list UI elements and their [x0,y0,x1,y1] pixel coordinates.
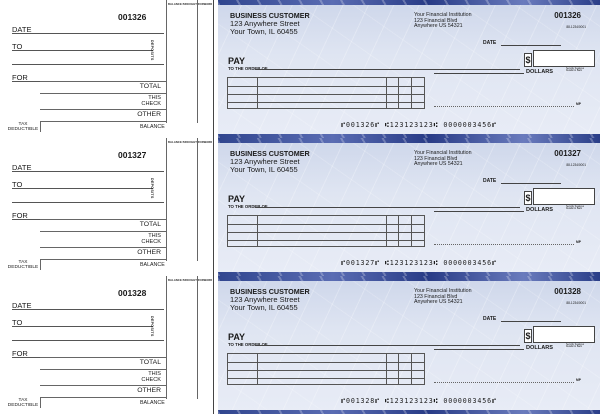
customer-name: BUSINESS CUSTOMER [230,149,310,158]
micr-routing: ⑆123123123⑆ [384,121,439,129]
memo-grid-col-line [411,354,412,384]
check-number: 001326 [554,11,581,20]
stub-to-line[interactable] [12,50,153,51]
other-row [40,109,166,121]
micr-check-number: ⑈001326⑈ [341,121,381,129]
amount-words-line[interactable] [434,349,524,350]
check-date-label: DATE [483,40,497,46]
micr-check-number: ⑈001327⑈ [341,259,381,267]
memo-grid-col-line [386,216,387,246]
customer-street: 123 Anywhere Street [230,19,300,29]
check-number: 001327 [554,149,581,158]
signature-line[interactable] [434,244,574,245]
security-features-note: Security Features Details on Back [566,68,584,73]
micr-account: 0000003456⑈ [443,121,497,129]
check-body [218,276,600,414]
check-row [0,0,600,138]
customer-name: BUSINESS CUSTOMER [230,287,310,296]
total-row [40,357,166,369]
stub-for-label: FOR [12,211,28,220]
stub-date-label: DATE [12,25,32,34]
deposits-label: DEPOSITS [150,316,154,337]
micr-line [218,121,600,129]
bank-city: Anywhere US 54321 [414,23,463,30]
this-check-row [40,231,166,247]
memo-grid-col-line [411,78,412,108]
check-date-line[interactable] [501,45,561,46]
check-top-band [218,138,600,143]
stub-divider [166,0,167,123]
memo-grid-col-line [257,354,258,384]
amount-words-line[interactable] [434,73,524,74]
stub-divider [197,276,198,399]
this-check-row [40,369,166,385]
bank-name: Your Financial Institution [414,288,472,294]
bank-street: 123 Financial Blvd [414,293,458,300]
tax-checkbox-divider [40,259,41,270]
this-check-label-2: CHECK [141,376,161,383]
total-label: TOTAL [139,221,161,228]
micr-check-number: ⑈001328⑈ [341,397,381,405]
check-stub [0,138,214,276]
micr-routing: ⑆123123123⑆ [384,259,439,267]
tax-deductible-label [7,399,39,409]
memo-grid-col-line [386,78,387,108]
bank-name: Your Financial Institution [414,12,472,18]
stub-date-label: DATE [12,163,32,172]
memo-grid-col-line [386,354,387,384]
routing-fraction: 88-1234/0001 [566,163,586,167]
dollar-sign: $ [525,55,531,65]
bank-city: Anywhere US 54321 [414,299,463,306]
stub-to-line-2[interactable] [12,340,164,341]
tax-checkbox-divider [40,397,41,408]
dollars-label: DOLLARS [526,207,554,213]
dollars-label: DOLLARS [526,345,554,351]
mp-label: MP [576,102,581,106]
check-row [0,138,600,276]
signature-line[interactable] [434,382,574,383]
this-check-label-2: CHECK [141,100,161,107]
stub-to-line-2[interactable] [12,202,164,203]
memo-grid[interactable] [227,215,425,247]
stub-to-line[interactable] [12,188,153,189]
micr-routing: ⑆123123123⑆ [384,397,439,405]
pay-label: PAY [228,56,246,66]
other-label: OTHER [137,111,161,118]
tax-deductible-label [7,123,39,133]
deposits-label: DEPOSITS [150,40,154,61]
this-check-label-1: THIS [148,95,161,101]
bank-name: Your Financial Institution [414,150,472,156]
memo-grid-col-line [257,78,258,108]
memo-grid-col-line [257,216,258,246]
balance-label: BALANCE [140,400,165,406]
other-label: OTHER [137,249,161,256]
bank-block [414,289,472,306]
customer-street: 123 Anywhere Street [230,295,300,305]
dollar-sign: $ [525,331,531,341]
tax-checkbox-divider [40,121,41,132]
customer-city: Your Town, IL 60455 [230,27,298,37]
tax-deductible-label [7,261,39,271]
memo-grid[interactable] [227,77,425,109]
bank-block [414,13,472,30]
dollar-sign: $ [525,193,531,203]
amount-box[interactable] [533,188,595,205]
payee-line[interactable] [255,207,520,208]
deposits-label: DEPOSITS [150,178,154,199]
check-top-band [218,0,600,5]
this-check-label-1: THIS [148,233,161,239]
micr-line [218,259,600,267]
other-row [40,247,166,259]
stub-to-label: TO [12,42,23,51]
stub-date-line[interactable] [12,309,164,310]
tax-label: TAX [18,260,28,265]
security-features-note: Security Features Details on Back [566,206,584,211]
check-date-label: DATE [483,178,497,184]
payee-line[interactable] [255,69,520,70]
this-check-label-2: CHECK [141,238,161,245]
stub-date-line[interactable] [12,33,164,34]
memo-grid-col-line [411,216,412,246]
stub-check-number: 001328 [118,288,147,298]
total-row [40,81,166,93]
customer-block [230,288,310,313]
balance-divider [40,121,166,122]
check-number: 001328 [554,287,581,296]
deductible-label: DEDUCTIBLE [7,264,39,270]
other-row [40,385,166,397]
stub-for-label: FOR [12,349,28,358]
check-top-band [218,276,600,281]
balance-divider [40,259,166,260]
balance-label: BALANCE [140,262,165,268]
total-row [40,219,166,231]
deductible-label: DEDUCTIBLE [7,402,39,408]
customer-block [230,12,310,37]
balance-divider [40,397,166,398]
pay-to-label: TO THE ORDER OF [228,342,268,347]
customer-block [230,150,310,175]
stub-to-label: TO [12,180,23,189]
memo-grid[interactable] [227,353,425,385]
customer-city: Your Town, IL 60455 [230,165,298,175]
stub-divider [197,0,198,123]
tax-label: TAX [18,122,28,127]
customer-city: Your Town, IL 60455 [230,303,298,313]
tax-label: TAX [18,398,28,403]
total-label: TOTAL [139,83,161,90]
check-row [0,276,600,414]
stub-divider [166,138,167,261]
balance-brought-forward-label: BALANCE BROUGHT FORWARD [168,278,213,283]
check-date-line[interactable] [501,183,561,184]
deductible-label: DEDUCTIBLE [7,126,39,132]
stub-check-number: 001327 [118,150,147,160]
balance-brought-forward-label: BALANCE BROUGHT FORWARD [168,2,213,7]
memo-grid-col-line [398,354,399,384]
check-date-line[interactable] [501,321,561,322]
this-check-row [40,93,166,109]
stub-to-line[interactable] [12,326,153,327]
check-date-label: DATE [483,316,497,322]
stub-check-number: 001326 [118,12,147,22]
memo-grid-col-line [398,216,399,246]
bank-street: 123 Financial Blvd [414,155,458,162]
stub-date-label: DATE [12,301,32,310]
dollars-label: DOLLARS [526,69,554,75]
bank-street: 123 Financial Blvd [414,17,458,24]
mp-label: MP [576,240,581,244]
check-stub [0,0,214,138]
routing-fraction: 88-1234/0001 [566,301,586,305]
pay-to-label: TO THE ORDER OF [228,66,268,71]
amount-box[interactable] [533,326,595,343]
mp-label: MP [576,378,581,382]
stub-divider [166,276,167,399]
check-stub [0,276,214,414]
stub-to-line-2[interactable] [12,64,164,65]
pay-label: PAY [228,332,246,342]
check-body [218,138,600,276]
pay-to-label: TO THE ORDER OF [228,204,268,209]
security-features-note: Security Features Details on Back [566,344,584,349]
stub-date-line[interactable] [12,171,164,172]
check-bottom-band [218,410,600,414]
stub-divider [197,138,198,261]
micr-account: 0000003456⑈ [443,397,497,405]
stub-for-label: FOR [12,73,28,82]
other-label: OTHER [137,387,161,394]
signature-line[interactable] [434,106,574,107]
balance-label: BALANCE [140,124,165,130]
routing-fraction: 88-1234/0001 [566,25,586,29]
customer-street: 123 Anywhere Street [230,157,300,167]
balance-brought-forward-label: BALANCE BROUGHT FORWARD [168,140,213,145]
check-body [218,0,600,138]
bank-block [414,151,472,168]
stub-to-label: TO [12,318,23,327]
bank-city: Anywhere US 54321 [414,161,463,168]
micr-account: 0000003456⑈ [443,259,497,267]
this-check-label-1: THIS [148,371,161,377]
amount-words-line[interactable] [434,211,524,212]
pay-label: PAY [228,194,246,204]
total-label: TOTAL [139,359,161,366]
memo-grid-col-line [398,78,399,108]
micr-line [218,397,600,405]
payee-line[interactable] [255,345,520,346]
customer-name: BUSINESS CUSTOMER [230,11,310,20]
amount-box[interactable] [533,50,595,67]
